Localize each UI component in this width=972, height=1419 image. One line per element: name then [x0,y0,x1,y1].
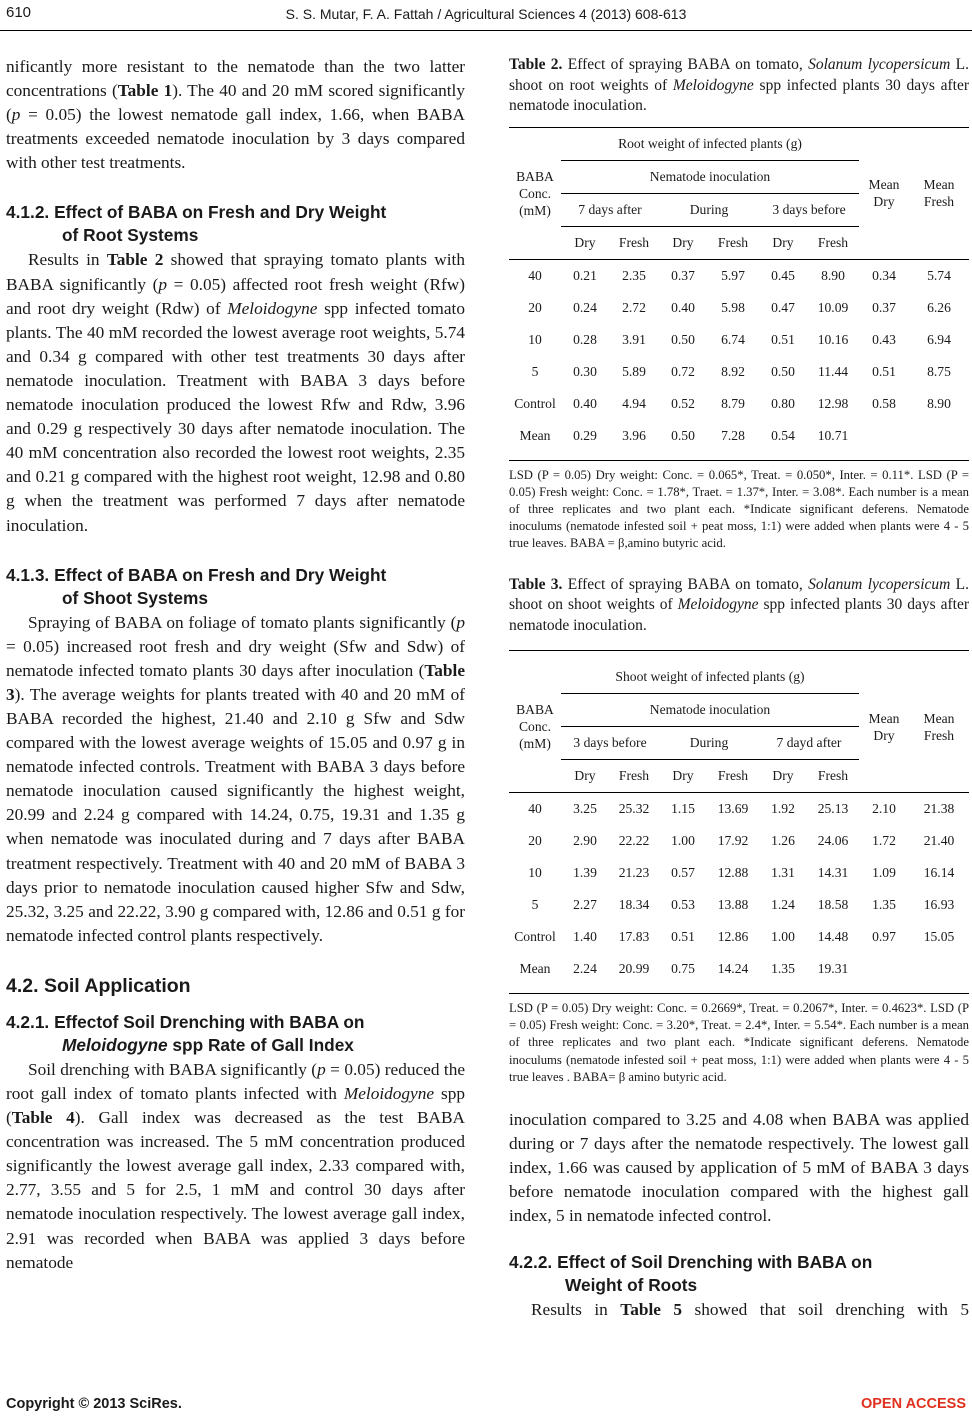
text-run: Effect of Soil Drenching with BABA on [557,1251,873,1272]
table-row [509,793,969,826]
table-2-bottom-rule [509,460,969,461]
text-run: spp Rate of Gall Index [167,1034,354,1055]
table-cell: 0.80 [771,395,795,411]
table-cell: 1.15 [671,801,695,817]
text-run: Meloidogyne [343,1084,435,1103]
table-cell: 10 [528,865,542,881]
section-heading-4-2-2 [509,1251,969,1297]
table-cell: 1.00 [671,833,695,849]
text-run: spp ( [6,1084,466,1128]
table-cell: 1.24 [771,897,795,913]
timing-header: During [659,193,759,226]
table-cell: 0.97 [872,929,896,945]
table-cell: 1.92 [771,801,795,817]
text-run: ). The average weights for plants treated with 40 and 20 mM of BABA recorded the highest, 21.40 and 2.10 g Sfw and Sdw compared with the lowest average weights of 15.05 and 0.97 g in nematode infected controls. Treatment with BABA 3 days before nematode inoculation caused significantly the highest weight, 20.99 and 2.24 g compared with 14.24, 0.75, 19.31 and 1.35 g when nematode was inoculated during and 7 days after BABA treatment respectively. Treatment with 40 and 20 mM of BABA 3 days prior to nematode inoculation caused higher Sfw and Sdw, 25.32, 3.25 and 22.22, 3.90 g compared with, 12.86 and 0.51 g for nematode infected control plants respectively. [6,684,465,945]
header-rule [0,30,972,31]
page-header [0,0,972,34]
table-cell: 22.22 [618,833,650,849]
timing-header: During [659,727,759,760]
text-run: Meloidogyne [672,76,754,94]
table-row [509,388,969,420]
mean-dry-header: Mean Dry [868,710,900,743]
table-cell [859,420,909,452]
page-footer [0,1394,972,1419]
left-column [6,55,465,1275]
text-run: = 0.05) the lowest nematode gall index, 1.66, when BABA treatments exceeded nematode inoculation by 3 days compared with other test treatments. [6,105,465,173]
table-cell: 0.50 [671,427,695,443]
table-cell: 3.25 [573,801,597,817]
text-run [6,1034,465,1057]
table-cell: 0.54 [771,427,795,443]
table-cell: 0.47 [771,299,795,315]
table-row [509,324,969,356]
table-cell: 25.13 [817,801,849,817]
table-cell: 16.93 [923,897,955,913]
table-cell: 0.30 [573,363,597,379]
text-run: of Shoot Systems [62,587,208,608]
text-run: p [456,612,465,632]
table-row [509,259,969,292]
text-run: spp infected tomato plants. The 40 mM recorded the lowest average root weights, 5.74 and 0.34 g compared with other test treatments 30 days after nematode inoculation. Treatment with BABA 3 days before nematode inoculation produced the lowest Rfw and Rdw, 3.96 and 0.29 g respectively 30 days after nematode inoculation. The 40 mM concentration also recorded the lowest root weights, 2.35 and 0.21 g compared with the highest root weight, 12.98 and 0.80 g when the treatment was performed 7 days after nematode inoculation. [6,298,465,535]
table-2-body [509,259,969,452]
text-run: of Root Systems [62,225,199,246]
page-number: 610 [6,4,32,21]
text-run: p [158,274,168,294]
text-run: Table 2 [106,250,164,270]
sub-header: Dry [574,234,596,250]
text-run: Results in [531,1299,621,1319]
table-cell: 5.98 [721,299,745,315]
table-cell: 2.24 [573,961,597,977]
table-cell: 1.00 [771,929,795,945]
table-cell: 21.40 [923,833,955,849]
table-2 [509,128,969,452]
table-cell: 0.53 [671,897,695,913]
text-run: Weight of Roots [565,1274,698,1295]
open-access-label: OPEN ACCESS [860,1396,966,1412]
mean-fresh-header: Mean Fresh [923,710,955,743]
table-cell: 0.50 [671,331,695,347]
paragraph-4-2-1 [6,1058,465,1275]
table-cell: Control [514,929,556,945]
table-cell: 2.10 [872,801,896,817]
table-cell [909,953,969,985]
table-cell: 5 [531,363,539,379]
table-cell: 6.94 [927,331,951,347]
text-run: Effectof Soil Drenching with BABA on [54,1011,365,1032]
text-run: Meloidogyne [677,596,759,614]
table-cell [859,953,909,985]
table-cell: 0.40 [671,299,695,315]
table-cell: 0.51 [771,331,795,347]
table-3 [509,661,969,985]
paragraph-4-1-3 [6,611,465,948]
table-cell: 0.24 [573,299,597,315]
table-cell: 1.31 [771,865,795,881]
table-cell: 6.74 [721,331,745,347]
section-heading-4-2-1 [6,1011,465,1057]
paragraph-continued: inoculation compared to 3.25 and 4.08 when BABA was applied during or 7 days after the nematode respectively. The lowest gall index, 1.66 was caused by application of 5 mM of BABA 3 days before nematode inoculation compared with the highest gall index, 5 in nematode infected control. [509,1110,969,1226]
table-cell: 17.83 [618,929,650,945]
table-3-top-rule [509,650,969,651]
table-cell: 8.75 [927,363,951,379]
table-cell: 18.34 [618,897,650,913]
table-cell [909,420,969,452]
table-cell: 0.57 [671,865,695,881]
table-cell: 6.26 [927,299,951,315]
text-run: showed that soil drenching with 5 [682,1299,969,1319]
table-cell: 0.29 [573,427,597,443]
table-cell: 0.21 [573,267,597,283]
table-3-body [509,793,969,986]
paragraph-intro [6,55,465,175]
text-run: = 0.05) increased root fresh and dry weight (Sfw and Sdw) of nematode infected tomato plants 30 days after inoculation ( [6,636,465,680]
table-cell: 17.92 [717,833,749,849]
text-run: nificantly more resistant to the nematode than the two latter concentrations ( [6,57,465,101]
text-run: Soil drenching with BABA significantly ( [28,1059,318,1079]
copyright-notice: Copyright © 2013 SciRes. [6,1396,182,1412]
table-cell: 8.90 [927,395,951,411]
sub-header: Fresh [618,768,650,784]
table-cell: 8.79 [721,395,745,411]
text-run: Table 3 [6,660,465,704]
sub-header: Fresh [717,768,749,784]
table-row [509,953,969,985]
section-heading-4-1-2 [6,201,465,247]
table-cell: 40 [528,801,542,817]
mean-dry-header: Mean Dry [868,177,900,209]
text-run: Effect of spraying BABA on tomato, [562,56,809,73]
text-run: = 0.05) affected root fresh weight (Rfw) and root dry weight (Rdw) of [6,274,465,318]
mean-fresh-header: Mean Fresh [923,177,955,209]
table-cell: 0.58 [872,395,896,411]
table-row [509,857,969,889]
table-cell: 2.72 [622,299,646,315]
table-cell: 20.99 [618,961,650,977]
text-run: Table 3. [509,575,563,593]
text-run: Table 2. [509,56,563,73]
text-run: p [11,105,21,125]
table-cell: 2.27 [573,897,597,913]
table-cell: 0.75 [671,961,695,977]
table-cell: 5.89 [622,363,646,379]
text-run: 4.1.3. [6,564,50,585]
text-run: Effect of BABA on Fresh and Dry Weight [54,202,387,223]
table-cell: 14.31 [817,865,849,881]
table-cell: 14.48 [817,929,849,945]
table-cell: 5.97 [721,267,745,283]
sub-header: Fresh [717,234,749,250]
table-cell: 0.37 [671,267,695,283]
running-title: S. S. Mutar, F. A. Fattah / Agricultural Sciences 4 (2013) 608-613 [285,6,687,22]
table-cell: 0.52 [671,395,695,411]
table-3-top-header: Shoot weight of infected plants (g) [561,661,859,694]
table-cell: 7.28 [721,427,745,443]
table-row [509,356,969,388]
timing-header: 7 dayd after [759,727,859,760]
text-run: spp infected plants 30 days after nematode inoculation. [509,76,969,114]
table-cell: 10 [528,331,542,347]
sub-header: Dry [772,768,794,784]
right-column [509,55,969,1322]
table-cell: 13.69 [717,801,749,817]
table-cell: 5.74 [927,267,951,283]
table-cell: 19.31 [817,961,849,977]
sub-header: Dry [672,234,694,250]
timing-header: 3 days before [759,193,859,226]
table-cell: 1.35 [771,961,795,977]
text-run: ). The 40 and 20 mM scored significantly ( [6,81,466,125]
text-run: Results in [28,250,107,270]
table-row [509,889,969,921]
table-cell: 1.09 [872,865,896,881]
table-cell: 0.51 [872,363,896,379]
text-run: 4.2.1. [6,1011,50,1032]
table-cell: 11.44 [817,363,849,379]
table-3-note: LSD (P = 0.05) Dry weight: Conc. = 0.2669*, Treat. = 0.2067*, Inter. = 0.4623*. LSD (P = 0.05) Fresh weight: Conc. = 3.20*, Treat. = 2.4*, Inter. = 5.54*. Each number is a mean of three replicates and two plant each. *Indicate significant deferens. Nematode inoculums (nematode infested soil + peat moss, 1:1) were added when plants were 4 - 5 true leaves . BABA= β amino butyric acid. [509,1001,969,1084]
table-cell: 8.92 [721,363,745,379]
section-heading-4-2: 4.2. Soil Application [6,974,191,997]
table-row [509,825,969,857]
table-cell: 2.90 [573,833,597,849]
text-run: Spraying of BABA on foliage of tomato plants significantly ( [28,612,457,632]
sub-header: Fresh [618,234,650,250]
table-row [509,921,969,953]
table-cell: 10.71 [817,427,849,443]
text-run: spp infected plants 30 days after nematode inoculation. [509,596,969,634]
table-cell: 1.39 [573,865,597,881]
table-cell: 8.90 [821,267,845,283]
table-cell: Control [514,395,556,411]
table-2-note: LSD (P = 0.05) Dry weight: Conc. = 0.065*, Treat. = 0.050*, Inter. = 0.11*. LSD (P = 0.05) Fresh weight: Conc. = 1.78*, Traet. = 1.37*, Inter. = 3.08*. Each number is a mean of three replicates and two plant each. *Indicate significant deferens. Nematode inoculums (nematode infested soil + peat moss, 1:1) were added when plants were 4 - 5 true leaves. BABA = β,amino butyric acid. [509,467,969,551]
table-cell: 1.72 [872,833,896,849]
timing-header: 7 days after [561,193,659,226]
text-run: Meloidogyne [62,1034,168,1055]
table-cell: 3.91 [622,331,646,347]
table-cell: 1.26 [771,833,795,849]
table-cell: 10.09 [817,299,849,315]
table-cell: 21.38 [923,801,955,817]
table-cell: Mean [519,961,551,977]
table-cell: 5 [531,897,539,913]
text-run: L. shoot on shoot weights of [509,575,969,614]
text-run: Meloidogyne [227,298,318,318]
table-cell: 25.32 [618,801,650,817]
table-cell: 12.98 [817,395,849,411]
table-cell: 1.40 [573,929,597,945]
table-cell: 1.35 [872,897,896,913]
table-row [509,292,969,324]
table-cell: 16.14 [923,865,955,881]
table-cell: 0.45 [771,267,795,283]
text-run: showed that spraying tomato plants with BABA significantly ( [6,250,465,294]
table-cell: 18.58 [817,897,849,913]
inoculation-header: Nematode inoculation [561,160,859,193]
table-cell: 12.88 [717,865,749,881]
section-heading-4-1-3 [6,564,465,610]
table-cell: 15.05 [923,929,955,945]
table-cell: 14.24 [717,961,749,977]
text-run: Solanum lycopersicum [808,56,951,73]
sub-header: Dry [574,768,596,784]
sub-header: Dry [672,768,694,784]
paragraph-4-2-2 [509,1298,969,1322]
table-cell: 21.23 [618,865,650,881]
text-run: 4.1.2. [6,202,50,223]
table-row [509,420,969,452]
table-cell: 4.94 [622,395,646,411]
table-cell: 0.40 [573,395,597,411]
table-cell: 0.50 [771,363,795,379]
text-run: Effect of BABA on Fresh and Dry Weight [54,564,387,585]
table-2-caption [509,55,969,117]
text-run: L. shoot on root weights of [509,56,969,94]
table-cell: 12.86 [717,929,749,945]
text-run: Table 5 [620,1299,683,1319]
text-run: Table 4 [11,1108,75,1128]
text-run: Effect of spraying BABA on tomato, [562,575,809,593]
text-run: p [317,1059,326,1079]
inoculation-header: Nematode inoculation [561,694,859,727]
table-cell: 10.16 [817,331,849,347]
table-2-top-header: Root weight of infected plants (g) [561,128,859,161]
sub-header: Fresh [817,234,849,250]
table-cell: 0.43 [872,331,896,347]
table-3-caption [509,575,969,637]
sub-header: Dry [772,234,794,250]
table-cell: 20 [528,833,542,849]
text-run: = 0.05) reduced the root gall index of tomato plants infected with [6,1059,466,1103]
table-cell: 3.96 [622,427,646,443]
table-cell: 24.06 [817,833,849,849]
table-cell: 0.28 [573,331,597,347]
paragraph-4-1-2 [6,248,465,537]
text-run: Solanum lycopersicum [808,575,951,593]
table-cell: 40 [528,267,542,283]
table-cell: 2.35 [622,267,646,283]
text-run: 4.2.2. [509,1251,553,1272]
table-cell: Mean [519,427,551,443]
sub-header: Fresh [817,768,849,784]
table-cell: 0.51 [671,929,695,945]
text-run: ). Gall index was decreased as the test BABA concentration was increased. The 5 mM concentration produced significantly the lowest average gall index, 2.33 compared with, 2.77, 3.55 and 5 for 2.5, 1 mM and control 30 days after nematode inoculation respectively. The lowest average gall index, 2.91 was recorded when BABA was applied 3 days before nematode [6,1108,466,1272]
table-cell: 20 [528,299,542,315]
table-cell: 0.37 [872,299,896,315]
conc-header: BABA Conc. (mM) [516,168,554,218]
table-cell: 13.88 [717,897,749,913]
table-3-bottom-rule [509,993,969,994]
timing-header: 3 days before [561,727,659,760]
conc-header: BABA Conc. (mM) [516,702,554,752]
table-cell: 0.72 [671,363,695,379]
text-run: Table 1 [117,81,173,101]
table-cell: 0.34 [872,267,896,283]
